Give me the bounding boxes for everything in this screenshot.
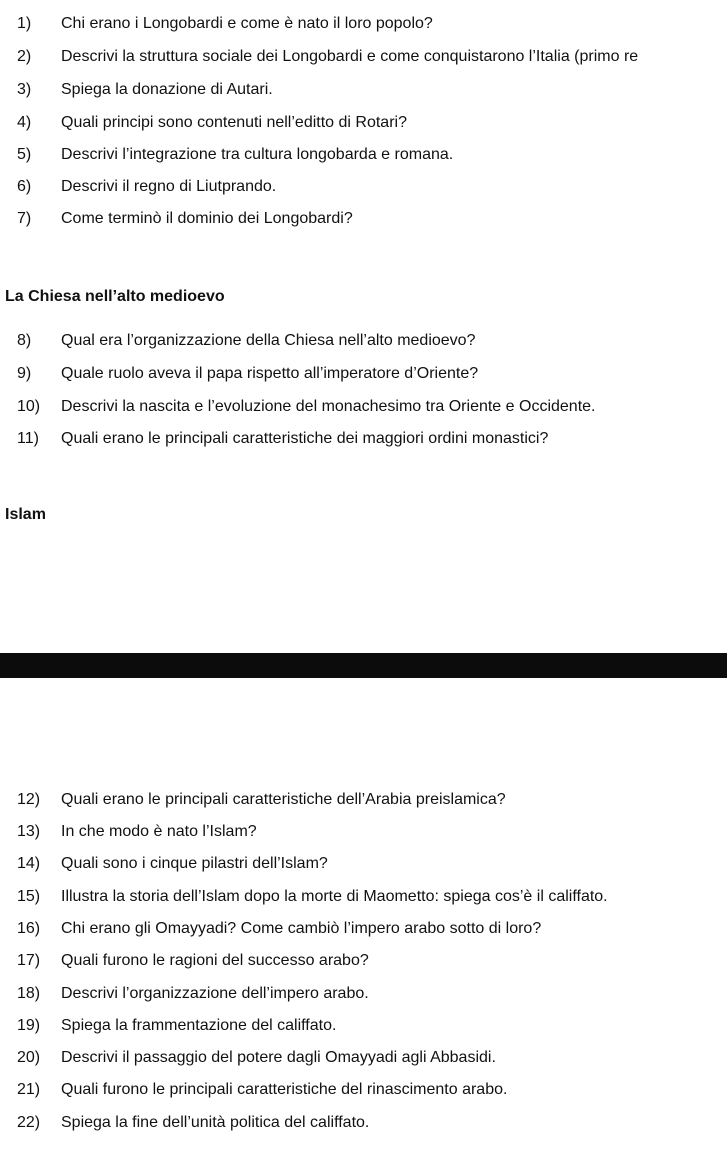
question-text: Descrivi il regno di Liutprando. [61, 178, 277, 195]
section-heading-islam: Islam [5, 506, 46, 523]
question-item [0, 142, 727, 168]
question-item [0, 1110, 727, 1136]
question-number: 20) [17, 1049, 41, 1066]
question-number: 4) [17, 114, 32, 131]
question-number: 2) [17, 48, 32, 65]
question-text: Qual era l’organizzazione della Chiesa nell’alto medioevo? [61, 332, 476, 349]
question-item [0, 11, 727, 37]
question-text: Quale ruolo aveva il papa rispetto all’imperatore d’Oriente? [61, 365, 479, 382]
question-number: 6) [17, 178, 32, 195]
question-text: Descrivi l’organizzazione dell’impero arabo. [61, 985, 369, 1002]
question-text: Spiega la fine dell’unità politica del califfato. [61, 1114, 370, 1131]
question-item [0, 328, 727, 354]
question-number: 21) [17, 1081, 41, 1098]
question-text: Chi erano gli Omayyadi? Come cambiò l’impero arabo sotto di loro? [61, 920, 542, 937]
question-number: 5) [17, 146, 32, 163]
question-item [0, 361, 727, 387]
question-text: Descrivi la nascita e l’evoluzione del monachesimo tra Oriente e Occidente. [61, 398, 596, 415]
question-item [0, 884, 727, 910]
question-item [0, 1013, 727, 1039]
question-text: Quali principi sono contenuti nell’editto di Rotari? [61, 114, 407, 131]
question-item [0, 916, 727, 942]
question-item [0, 44, 727, 70]
question-text: Come terminò il dominio dei Longobardi? [61, 210, 353, 227]
question-number: 11) [17, 430, 39, 447]
question-item [0, 77, 727, 103]
question-item [0, 981, 727, 1007]
question-text: Quali furono le ragioni del successo arabo? [61, 952, 369, 969]
question-item [0, 110, 727, 136]
question-item [0, 819, 727, 845]
question-number: 13) [17, 823, 41, 840]
question-item [0, 394, 727, 420]
question-number: 19) [17, 1017, 41, 1034]
question-number: 3) [17, 81, 32, 98]
question-number: 9) [17, 365, 32, 382]
question-number: 18) [17, 985, 41, 1002]
question-number: 14) [17, 855, 41, 872]
page-separator-bar [0, 653, 727, 678]
question-text: Quali sono i cinque pilastri dell’Islam? [61, 855, 328, 872]
question-text: Quali furono le principali caratteristiche del rinascimento arabo. [61, 1081, 508, 1098]
question-item [0, 174, 727, 200]
question-text: Descrivi l’integrazione tra cultura longobarda e romana. [61, 146, 454, 163]
question-item [0, 426, 727, 452]
question-text: Quali erano le principali caratteristiche dell’Arabia preislamica? [61, 791, 506, 808]
question-number: 12) [17, 791, 41, 808]
question-number: 7) [17, 210, 32, 227]
question-text: Descrivi la struttura sociale dei Longobardi e come conquistarono l’Italia (primo re [61, 48, 639, 65]
question-item [0, 1077, 727, 1103]
question-text: Chi erano i Longobardi e come è nato il loro popolo? [61, 15, 433, 32]
question-text: In che modo è nato l’Islam? [61, 823, 257, 840]
question-number: 17) [17, 952, 41, 969]
question-text: Descrivi il passaggio del potere dagli Omayyadi agli Abbasidi. [61, 1049, 496, 1066]
question-text: Quali erano le principali caratteristiche dei maggiori ordini monastici? [61, 430, 549, 447]
question-number: 10) [17, 398, 41, 415]
question-text: Spiega la donazione di Autari. [61, 81, 273, 98]
question-number: 22) [17, 1114, 41, 1131]
question-item [0, 1045, 727, 1071]
section-heading-chiesa: La Chiesa nell’alto medioevo [5, 288, 225, 305]
question-item [0, 948, 727, 974]
question-text: Illustra la storia dell’Islam dopo la morte di Maometto: spiega cos’è il califfato. [61, 888, 608, 905]
question-number: 15) [17, 888, 41, 905]
question-item [0, 206, 727, 232]
question-item [0, 851, 727, 877]
question-text: Spiega la frammentazione del califfato. [61, 1017, 337, 1034]
question-item [0, 787, 727, 813]
question-number: 16) [17, 920, 41, 937]
question-number: 1) [17, 15, 32, 32]
question-number: 8) [17, 332, 32, 349]
